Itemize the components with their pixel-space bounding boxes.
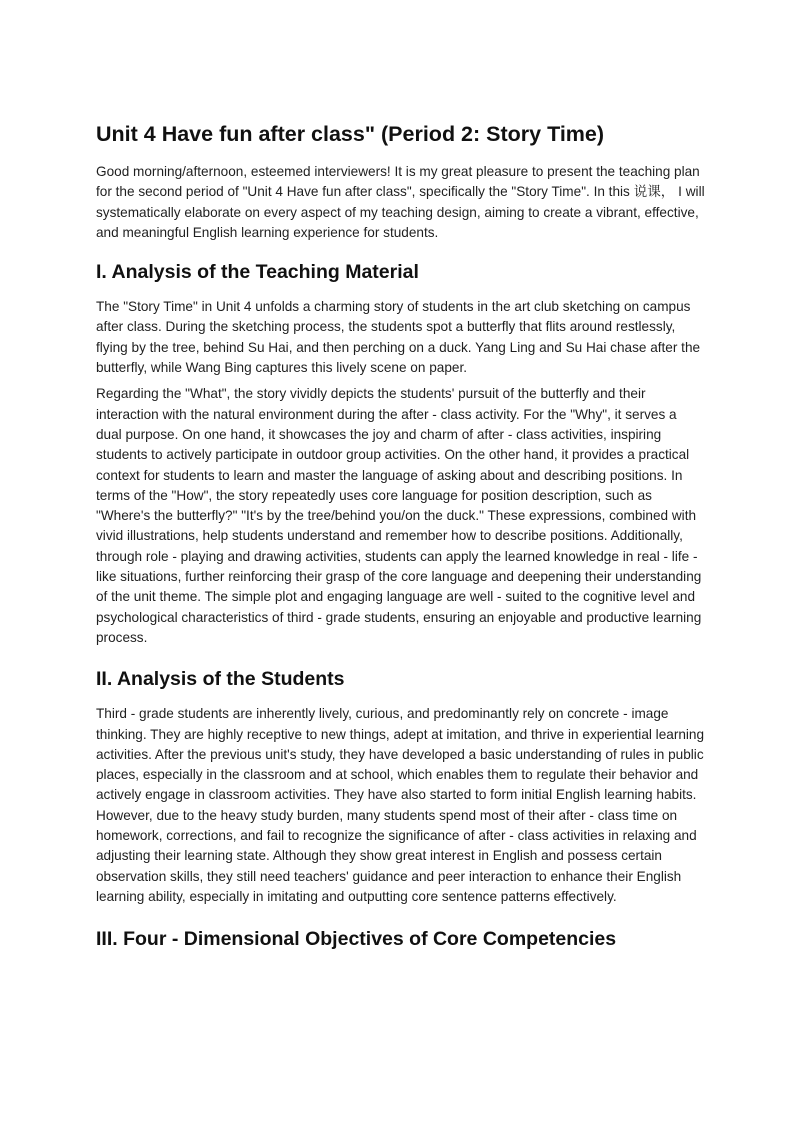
teaching-material-paragraph-1: The "Story Time" in Unit 4 unfolds a charming story of students in the art club sketching on campus after class. During the sketching process, the students spot a butterfly that flits around restlessly, flying by the tree, behind Su Hai, and then perching on a duck. Yang Ling and Su Hai chase after the butterfly, while Wang Bing captures this lively scene on paper. (96, 299, 701, 376)
section-heading-objectives: III. Four - Dimensional Objectives of Core Competencies (96, 928, 617, 951)
document-body (96, 118, 706, 964)
document-title: Unit 4 Have fun after class" (Period 2: Story Time) (96, 122, 605, 146)
intro-paragraph: Good morning/afternoon, esteemed interviewers! It is my great pleasure to present the teaching plan for the second period of "Unit 4 Have fun after class", specifically the "Story Time". In this 说课， I will systematically elaborate on every aspect of my teaching design, aiming to create a vibrant, effective, and meaningful English learning experience for students. (96, 164, 705, 240)
students-paragraph-1: Third - grade students are inherently lively, curious, and predominantly rely on concrete - image thinking. They are highly receptive to new things, adept at imitation, and thrive in experiential learning activities. After the previous unit's study, they have developed a basic understanding of rules in public places, especially in the classroom and at school, which enables them to regulate their behavior and actively engage in classroom activities. They have also started to form initial English learning habits. However, due to the heavy study burden, many students spend most of their after - class time on homework, corrections, and fail to recognize the significance of after - class activities in relaxing and adjusting their learning state. Although they show great interest in English and possess certain observation skills, they still need teachers' guidance and peer interaction to enhance their English learning ability, especially in imitating and outputting core sentence patterns effectively. (96, 706, 705, 904)
section-heading-teaching-material: I. Analysis of the Teaching Material (96, 261, 419, 284)
teaching-material-paragraph-2: Regarding the "What", the story vividly depicts the students' pursuit of the butterfly and their interaction with the natural environment during the after - class activity. For the "Why", it serves a dual purpose. On one hand, it showcases the joy and charm of after - class activities, inspiring students to actively participate in outdoor group activities. On the other hand, it provides a practical context for students to learn and master the language of asking about and describing positions. In terms of the "How", the story repeatedly uses core language for position description, such as "Where's the butterfly?" "It's by the tree/behind you/on the duck." These expressions, combined with vivid illustrations, help students understand and remember how to describe positions. Additionally, through role - playing and drawing activities, students can apply the learned knowledge in real - life - like situations, further reinforcing their grasp of the core language and deepening their understanding of the unit theme. The simple plot and engaging language are well - suited to the cognitive level and psychological characteristics of third - grade students, ensuring an enjoyable and productive learning process. (96, 386, 702, 645)
section-heading-students: II. Analysis of the Students (96, 668, 345, 691)
